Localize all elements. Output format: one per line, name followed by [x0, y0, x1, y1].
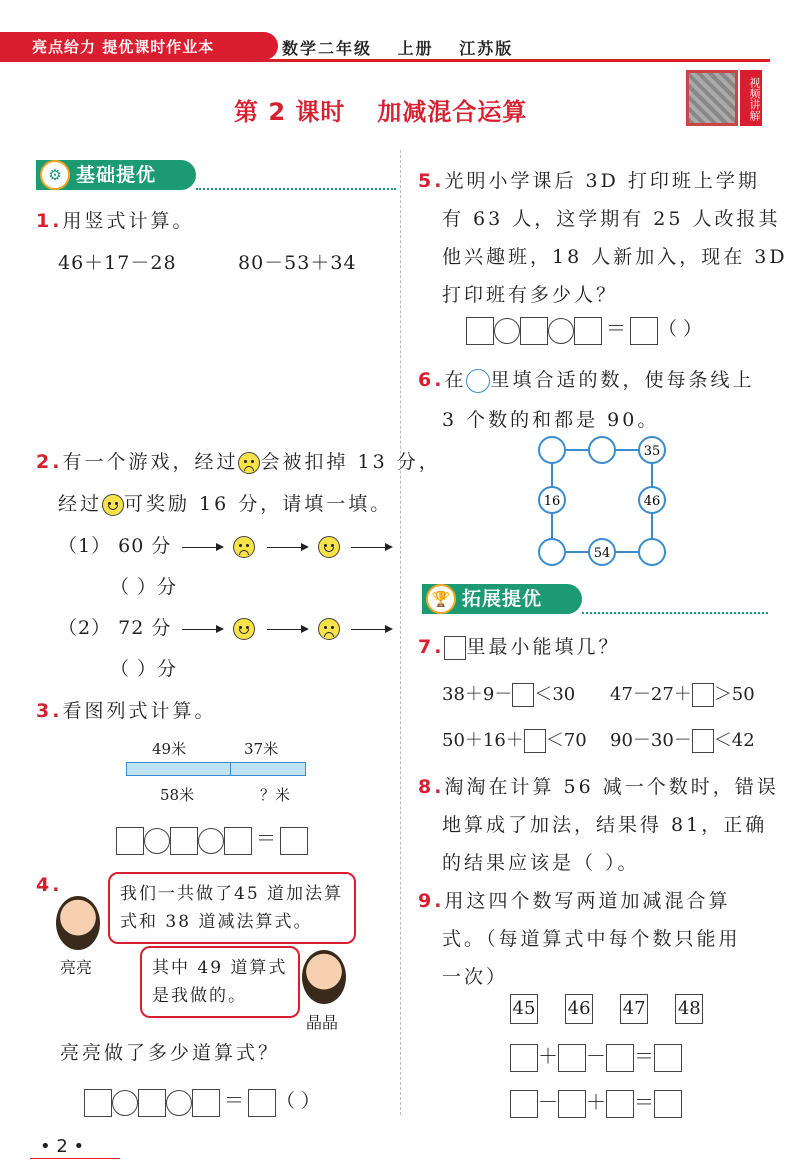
blank-circle[interactable] — [639, 539, 665, 565]
op-circle[interactable] — [144, 828, 170, 854]
lesson-title — [234, 92, 527, 127]
q3-segment-diagram: 49米 37米 58米 ？米 — [126, 738, 306, 798]
number-card: 46 — [565, 994, 593, 1024]
number-card: 45 — [510, 994, 538, 1024]
blank-box[interactable] — [574, 317, 602, 345]
q4-equation: ＝ （ ） — [84, 1084, 320, 1117]
page-number: • 2 • — [40, 1136, 85, 1157]
blank-box[interactable] — [558, 1044, 586, 1072]
book-info — [282, 36, 531, 59]
blank-circle[interactable] — [589, 437, 615, 463]
arrow-icon — [351, 629, 391, 630]
svg-text:46: 46 — [643, 494, 661, 509]
blank-box[interactable] — [224, 827, 252, 855]
page-number-rule — [30, 1158, 120, 1159]
girl-avatar — [302, 950, 346, 1004]
kid2-name: 晶晶 — [306, 1013, 339, 1032]
subject: 数学二年级 — [282, 39, 373, 58]
section-extend-title: 拓展提优 — [422, 584, 582, 614]
blank-box[interactable] — [606, 1044, 634, 1072]
number-card: 47 — [620, 994, 648, 1024]
arrow-icon — [267, 629, 307, 630]
op-circle[interactable] — [494, 318, 520, 344]
blank-box[interactable] — [280, 827, 308, 855]
q2-part-2: （2） 72 分 — [58, 618, 395, 640]
blank-box[interactable] — [248, 1089, 276, 1117]
blank-box[interactable] — [512, 683, 534, 707]
q2-line-2: 经过 可奖励 16 分，请填一填。 — [58, 493, 393, 515]
blank-circle[interactable] — [539, 437, 565, 463]
lesson-number: 第 2 课时 — [234, 98, 346, 126]
q6-text: 6.在 里填合适的数，使每条线上 3 个数的和都是 90。 — [418, 369, 755, 431]
op-circle[interactable] — [548, 318, 574, 344]
blank-box[interactable] — [192, 1089, 220, 1117]
q2-answer-2[interactable]: （ ）分 — [110, 658, 178, 680]
blank-box[interactable] — [692, 683, 714, 707]
q3-prompt: 3.看图列式计算。 — [36, 700, 217, 722]
q2-part-1: （1） 60 分 — [58, 536, 395, 558]
arrow-icon — [182, 547, 222, 548]
header-rule — [0, 59, 770, 62]
op-circle[interactable] — [166, 1090, 192, 1116]
q1-number: 1. — [36, 210, 63, 232]
q9-equation-2: － ＋ ＝ — [510, 1086, 682, 1118]
blank-box[interactable] — [170, 827, 198, 855]
blank-box[interactable] — [630, 317, 658, 345]
arrow-icon — [182, 629, 222, 630]
q2-line-1: 2.有一个游戏，经过 会被扣掉 13 分， — [36, 451, 441, 473]
svg-text:16: 16 — [543, 494, 561, 509]
speech-bubble-2: 其中 49 道算式是我做的。 — [140, 946, 300, 1018]
op-circle[interactable] — [112, 1090, 138, 1116]
blank-box-icon — [444, 636, 466, 660]
volume: 上册 — [397, 39, 434, 58]
boy-avatar — [56, 896, 100, 950]
q7-expr-1: 38＋9－ ＜30 — [442, 684, 576, 705]
op-circle[interactable] — [198, 828, 224, 854]
blank-box[interactable] — [606, 1090, 634, 1118]
qr-label: 视频讲解 — [740, 70, 762, 126]
blank-box[interactable] — [138, 1089, 166, 1117]
blank-box[interactable] — [84, 1089, 112, 1117]
q9-text: 9.用这四个数写两道加减混合算 式。（每道算式中每个数只能用 一次） — [418, 890, 741, 988]
section-basic-banner — [36, 160, 196, 190]
happy-face-icon — [318, 536, 340, 558]
blank-box[interactable] — [116, 827, 144, 855]
blank-box[interactable] — [510, 1044, 538, 1072]
q5-text: 5.光明小学课后 3D 打印班上学期 有 63 人，这学期有 25 人改报其 他兴趣班，18 人新加入，现在 3D 打印班有多少人？ — [418, 170, 788, 306]
edition: 江苏版 — [459, 39, 514, 58]
section-dotted-line — [196, 188, 396, 190]
sad-face-icon — [318, 618, 340, 640]
bar — [126, 762, 306, 776]
arrow-icon — [267, 547, 307, 548]
blank-circle-icon — [466, 369, 490, 393]
q1-expr-1: 46＋17－28 — [58, 252, 177, 274]
sad-face-icon — [233, 536, 255, 558]
q1-expr-2: 80－53＋34 — [238, 252, 357, 274]
column-divider — [400, 150, 401, 1115]
trophy-icon: 🏆 — [426, 584, 456, 614]
happy-face-icon — [233, 618, 255, 640]
speech-bubble-1: 我们一共做了45 道加法算式和 38 道减法算式。 — [108, 872, 356, 944]
section-dotted-line — [582, 612, 768, 614]
blank-box[interactable] — [510, 1090, 538, 1118]
section-extend-banner — [422, 584, 582, 614]
section-basic-title: 基础提优 — [36, 160, 196, 190]
blank-circle[interactable] — [539, 539, 565, 565]
q7-expr-4: 90－30－ ＜42 — [610, 730, 755, 751]
blank-box[interactable] — [558, 1090, 586, 1118]
blank-box[interactable] — [654, 1044, 682, 1072]
qr-code-icon[interactable] — [686, 70, 738, 126]
q7-expr-3: 50＋16＋ ＜70 — [442, 730, 587, 751]
q4-question: 亮亮做了多少道算式？ — [60, 1042, 281, 1064]
blank-box[interactable] — [654, 1090, 682, 1118]
q9-equation-1: ＋ － ＝ — [510, 1040, 682, 1072]
kid1-name: 亮亮 — [60, 958, 93, 977]
q8-text: 8.淘淘在计算 56 减一个数时，错误 地算成了加法，结果得 81，正确 的结果应该是（ ）。 — [418, 776, 779, 874]
arrow-icon — [351, 547, 391, 548]
blank-box[interactable] — [466, 317, 494, 345]
q2-answer-1[interactable]: （ ）分 — [110, 576, 178, 598]
q7-prompt: 7. 里最小能填几？ — [418, 636, 621, 658]
svg-text:35: 35 — [643, 444, 661, 459]
q7-expr-2: 47－27＋ ＞50 — [610, 684, 755, 705]
q9-number-cards — [510, 994, 703, 1024]
q6-square-diagram — [536, 432, 668, 572]
happy-face-icon — [102, 494, 124, 516]
sad-face-icon — [238, 452, 260, 474]
svg-text:54: 54 — [593, 546, 611, 561]
number-card: 48 — [675, 994, 703, 1024]
q1-prompt: 1.用竖式计算。 — [36, 210, 195, 232]
blank-box[interactable] — [520, 317, 548, 345]
q5-equation: ＝ （ ） — [466, 312, 702, 345]
blank-box[interactable] — [692, 729, 714, 753]
book-title: 亮点给力 提优课时作业本 — [32, 38, 215, 56]
q3-equation: ＝ — [116, 822, 308, 855]
q4-number: 4. — [36, 874, 63, 896]
lesson-name: 加减混合运算 — [377, 98, 528, 126]
blank-box[interactable] — [524, 729, 546, 753]
gear-bulb-icon: ⚙ — [40, 160, 70, 190]
